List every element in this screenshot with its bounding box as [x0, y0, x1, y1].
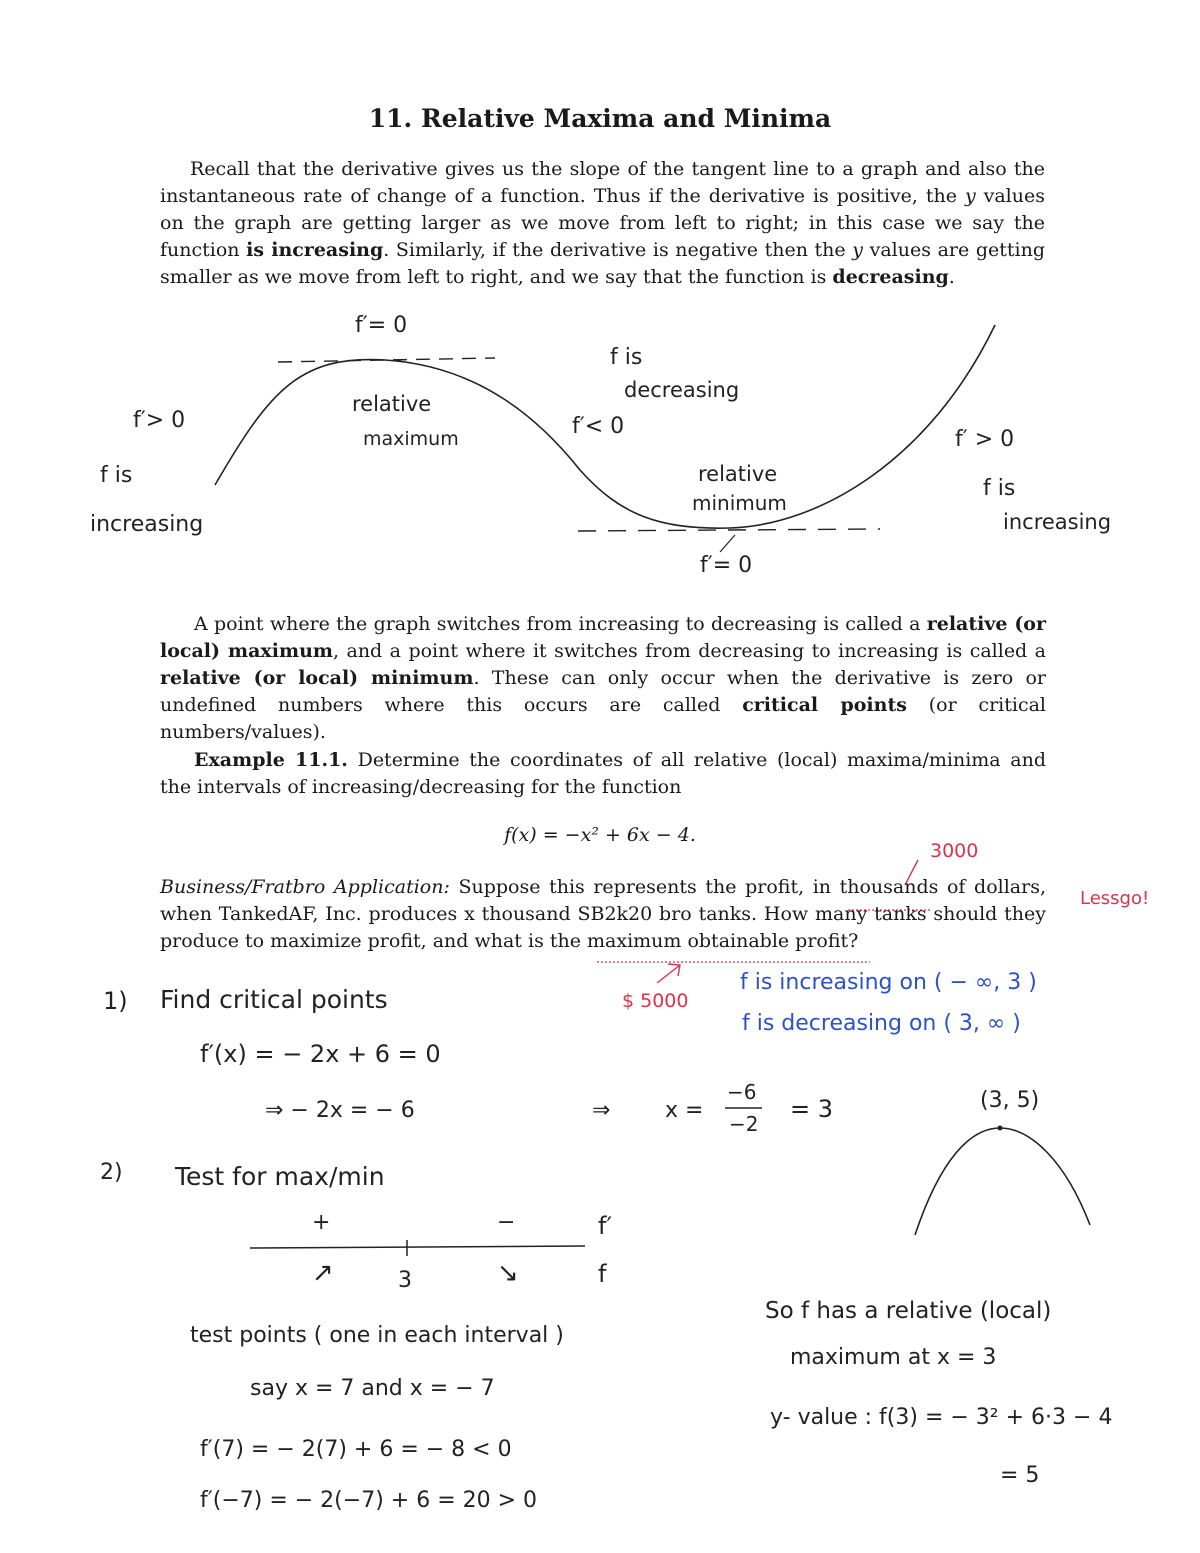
vertex-label: (3, 5) — [980, 1088, 1040, 1113]
evaluation-2: f′(−7) = − 2(−7) + 6 = 20 > 0 — [200, 1488, 538, 1513]
intro-paragraph: Recall that the derivative gives us the slope of the tangent line to a graph and also the instantaneous rate of change of a function. Thus if the derivative is positive, the y values on the graph are getting larger as we move from left to right; in this case we say the function is increasing. Similarly, if the derivative is negative then the y values are getting smaller as we move from left to right, and we say that the function is decreasing. — [160, 158, 1045, 288]
decreasing-arrow-icon: ↘ — [497, 1258, 519, 1288]
y-value-calculation: y- value : f(3) = − 3² + 6·3 − 4 — [770, 1405, 1113, 1430]
definition-paragraph: A point where the graph switches from increasing to decreasing is called a relative (or local) maximum, and a point where it switches from decreasing to increasing is called a relative (or local) minimum. These can only occur when the derivative is zero or undefined numbers where this occurs are called critical points (or critical numbers/values). — [160, 613, 1047, 743]
fprime-positive-left-label: f′> 0 — [133, 408, 186, 433]
parabola-sketch — [915, 1128, 1090, 1235]
test-points-note: test points ( one in each interval ) — [190, 1323, 564, 1348]
conclusion-line-2: maximum at x = 3 — [790, 1345, 997, 1370]
red-note-lessgo: Lessgo! — [1080, 888, 1150, 909]
fprime-negative-label: f′< 0 — [572, 414, 625, 439]
conclusion-line-1: So f has a relative (local) — [765, 1298, 1052, 1324]
fprime-zero-bottom-label: f′= 0 — [700, 553, 753, 578]
fprime-zero-top-label: f′= 0 — [355, 313, 408, 338]
fraction-numerator: −6 — [727, 1080, 757, 1104]
test-values: say x = 7 and x = − 7 — [250, 1376, 495, 1401]
equals-3: = 3 — [790, 1095, 834, 1123]
derivative-equation: f′(x) = − 2x + 6 = 0 — [200, 1040, 441, 1068]
decreasing-interval-note: f is decreasing on ( 3, ∞ ) — [742, 1011, 1021, 1036]
maximum-label: maximum — [363, 428, 459, 450]
decreasing-mid-label: decreasing — [624, 378, 740, 402]
evaluation-1: f′(7) = − 2(7) + 6 = − 8 < 0 — [200, 1437, 512, 1462]
relative-max-label: relative — [352, 392, 432, 416]
page-title: 11. Relative Maxima and Minima — [368, 104, 832, 133]
relative-min-label: relative — [698, 462, 778, 486]
function-formula: f(x) = −x² + 6x − 4. — [504, 824, 696, 846]
fraction-denominator: −2 — [729, 1112, 759, 1136]
step2-title: Test for max/min — [175, 1162, 385, 1191]
number-line-3: 3 — [398, 1268, 412, 1293]
x-equals: x = — [665, 1098, 704, 1123]
sign-plus: + — [312, 1210, 331, 1235]
step2-number: 2) — [100, 1160, 123, 1185]
sign-minus: − — [497, 1210, 516, 1235]
fprime-positive-right-label: f′ > 0 — [955, 427, 1015, 452]
red-note-5000: $ 5000 — [622, 990, 689, 1012]
step1-number: 1) — [103, 987, 128, 1015]
step1-title: Find critical points — [160, 985, 388, 1014]
sign-chart-line — [250, 1246, 585, 1248]
example-paragraph: Example 11.1. Determine the coordinates of all relative (local) maxima/minima and the intervals of increasing/decreasing for the function — [160, 749, 1047, 798]
increasing-right-label: increasing — [1003, 510, 1112, 534]
increasing-interval-note: f is increasing on ( − ∞, 3 ) — [740, 970, 1037, 995]
increasing-left-label: increasing — [90, 512, 204, 537]
f-is-mid-label: f is — [610, 345, 643, 370]
red-note-3000: 3000 — [930, 840, 979, 862]
solve-step: ⇒ − 2x = − 6 — [265, 1098, 415, 1123]
min-tangent-line — [578, 529, 880, 531]
business-application-paragraph: Business/Fratbro Application: Suppose this represents the profit, in thousands of dollars, when TankedAF, Inc. produces x thousand SB2k20 bro tanks. How many tanks should they produce to maximize profit, and what is the maximum obtainable profit? — [160, 876, 1046, 952]
f-row-label: f — [598, 1260, 607, 1288]
solve-step-arrow: ⇒ — [592, 1098, 611, 1123]
increasing-arrow-icon: ↗ — [312, 1258, 334, 1288]
y-value-result: = 5 — [1000, 1463, 1040, 1488]
fprime-row-label: f′ — [598, 1212, 612, 1240]
f-is-right-label: f is — [983, 476, 1016, 501]
minimum-label: minimum — [692, 491, 787, 515]
f-is-left-label: f is — [100, 463, 133, 488]
